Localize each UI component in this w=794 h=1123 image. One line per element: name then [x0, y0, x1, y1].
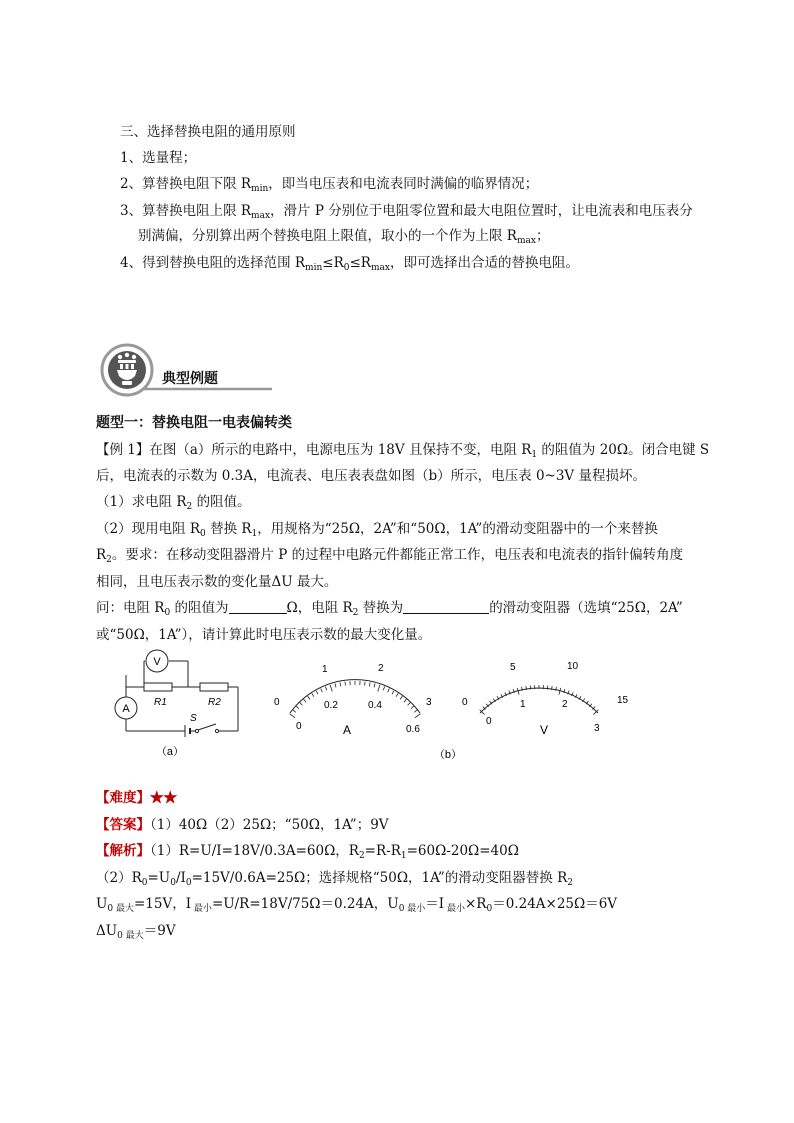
answer-blank-r0[interactable] — [229, 599, 287, 614]
scale-tick — [369, 682, 370, 686]
scale-tick — [388, 689, 390, 693]
analysis-line-1: 【解析】（1）R=U/I=18V/0.3A=60Ω，$R_2=R-R_1=60\Omega-20\Omega=40\Omega$ — [96, 843, 519, 861]
scale-tick — [290, 714, 296, 718]
ammeter-dial — [274, 663, 432, 737]
question-line-3: （1）求电阻 $R_2$ 的阻值。 — [96, 494, 251, 512]
badge-title: 典型例题 — [162, 371, 218, 387]
section-badge — [100, 343, 280, 401]
scale-tick — [325, 687, 326, 691]
scale-tick — [340, 682, 341, 686]
r1-label: R1 — [154, 697, 167, 708]
question-line-4: （2）现用电阻 $R_0$ 替换 $R_1$，用规格为“25Ω，2A”和“50Ω，1A”的滑动变阻器中的一个来替换 — [96, 521, 658, 539]
question-type-title: 题型一：替换电阻一电表偏转类 — [96, 415, 292, 431]
voltmeter-outer-1: 5 — [510, 662, 516, 673]
scale-tick — [392, 691, 394, 695]
difficulty-stars: ★★ — [150, 790, 177, 806]
principle-4: 4、得到替换电阻的选择范围 $R_{min}\le R_0\le R_{max}$，即可选择出合适的替换电阻。 — [120, 255, 579, 273]
scale-tick — [321, 689, 323, 693]
scale-tick — [304, 699, 307, 702]
scale-tick — [378, 685, 380, 692]
voltmeter-letter: V — [153, 656, 161, 668]
answer-line: 【答案】（1）40Ω（2）25Ω；“50Ω，1A”；9V — [96, 817, 389, 833]
scale-tick — [414, 710, 417, 713]
principle-3-cont: 别满偏，分别算出两个替换电阻上限值，取小的一个作为上限 $R_{max}$； — [138, 228, 550, 246]
principle-1: 1、选量程； — [120, 150, 197, 166]
analysis-line-3: $U_{0 最大}=15V$，I $_{最小}$=U/R=18V/75Ω＝0.24A，$U_{0 最小}=I$ $_{最小}\times R_0=0.24A\times 25\Omega=6V$ — [96, 896, 618, 914]
voltmeter-dial — [462, 661, 629, 737]
section-title: 三、选择替换电阻的通用原则 — [120, 124, 296, 140]
question-line-5: $R_2$。要求：在移动变阻器滑片 P 的过程中电路元件都能正常工作，电压表和电流表的指针偏转角度 — [96, 547, 684, 565]
answer-blank-r2[interactable] — [403, 599, 489, 614]
scale-tick — [293, 710, 296, 713]
voltmeter-inner-1: 1 — [520, 699, 526, 710]
question-line-6: 相同，且电压表示数的变化量ΔU 最大。 — [96, 574, 338, 590]
voltmeter-outer-3: 15 — [617, 695, 629, 706]
ammeter-outer-1: 1 — [322, 664, 328, 675]
scale-tick — [415, 714, 421, 718]
voltmeter-inner-2: 2 — [562, 699, 568, 710]
ammeter-inner-2: 0.4 — [368, 700, 382, 711]
scale-tick — [330, 685, 332, 692]
figure — [100, 645, 660, 770]
ammeter-inner-3: 0.6 — [406, 724, 420, 735]
voltmeter-outer-2: 10 — [567, 661, 579, 672]
meters-caption: （b） — [433, 749, 463, 761]
question-line-8: 或“50Ω，1A”），请计算此时电压表示数的最大变化量。 — [96, 627, 432, 643]
question-line-7: 问：电阻 $R_0$ 的阻值为 Ω，电阻 $R_2$ 替换为 的滑动变阻器（选填“25Ω，2A” — [96, 600, 683, 618]
scale-tick — [335, 683, 336, 687]
ammeter-unit: A — [342, 723, 352, 737]
scale-tick — [374, 683, 375, 687]
scale-tick — [308, 696, 310, 699]
scale-tick — [312, 693, 314, 696]
difficulty-line: 【难度】★★ — [96, 790, 177, 806]
question-line-2: 后，电流表的示数为 0.3A，电流表、电压表表盘如图（b）所示，电压表 0~3V 量程损坏。 — [96, 468, 646, 484]
scale-tick — [408, 702, 411, 705]
circuit-diagram — [115, 650, 238, 737]
switch-label: S — [190, 713, 197, 724]
principle-2: 2、算替换电阻下限 $R_{min}$，即当电压表和电流表同时满偏的临界情况； — [120, 176, 539, 194]
voltmeter-inner-0: 0 — [486, 716, 492, 727]
ammeter-inner-1: 0.2 — [324, 700, 338, 711]
scale-tick — [383, 687, 384, 691]
analysis-line-2: $(2)R_0=U_0/I_0=15V/0.6A=25\Omega$；选择规格“50Ω，1A”的滑动变阻器替换 $R_2$ — [96, 870, 573, 888]
scale-tick — [396, 693, 398, 696]
question-line-1: 【例 1】在图（a）所示的电路中，电源电压为 18V 且保持不变，电阻 $R_1$ 的阻值为 20Ω。闭合电键 S — [96, 442, 710, 460]
r2-label: R2 — [208, 697, 221, 708]
scale-tick — [300, 702, 303, 705]
scale-tick — [296, 706, 299, 709]
ammeter-letter: A — [122, 703, 130, 715]
scale-tick — [411, 706, 414, 709]
circuit-caption: （a） — [155, 746, 185, 758]
principle-3: 3、算替换电阻上限 $R_{max}$，滑片 P 分别位于电阻零位置和最大电阻位置时，让电流表和电压表分 — [120, 203, 693, 221]
ammeter-outer-0: 0 — [274, 697, 280, 708]
voltmeter-unit: V — [539, 723, 549, 737]
scale-tick — [316, 691, 318, 695]
ammeter-outer-3: 3 — [426, 697, 432, 708]
voltmeter-outer-0: 0 — [462, 697, 468, 708]
ammeter-inner-0: 0 — [296, 721, 302, 732]
ammeter-outer-2: 2 — [378, 663, 384, 674]
scale-tick — [400, 696, 402, 699]
scale-tick — [404, 699, 407, 702]
voltmeter-inner-3: 3 — [594, 723, 600, 734]
analysis-line-4: $\Delta U_{0 最大}=9V$ — [96, 923, 176, 941]
